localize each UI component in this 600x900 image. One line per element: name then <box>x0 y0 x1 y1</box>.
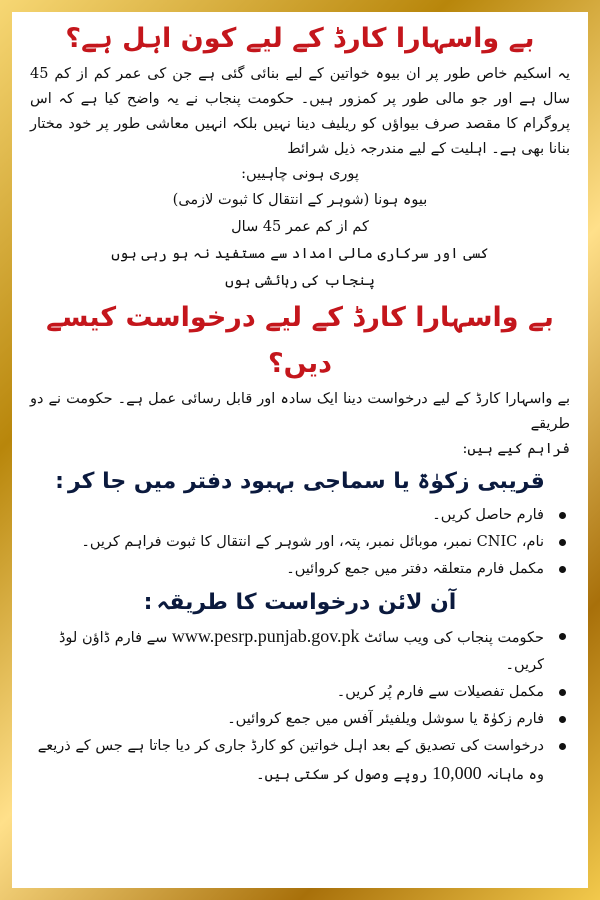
list-item-text: مکمل تفصیلات سے فارم پُر کریں۔ <box>336 684 544 700</box>
criteria-list <box>30 187 570 295</box>
apply-intro: بے واسہارا کارڈ کے لیے درخواست دینا ایک سادہ اور قابل رسائی عمل ہے۔ حکومت نے دو طریقے <box>30 391 570 432</box>
eligibility-intro-end: پوری ہونی چاہییں: <box>241 166 359 182</box>
criteria-item: کم از کم عمر 45 سال <box>231 219 369 235</box>
bullet-icon <box>559 633 566 640</box>
list-item <box>30 706 570 733</box>
list-item-text: فارم زکوٰۃ یا سوشل ویلفیئر آفس میں جمع کروائیں۔ <box>227 711 544 727</box>
criteria-item: کسی اور سرکاری مالی امداد سے مستفید نہ ہو رہی ہوں <box>111 246 489 262</box>
list-item <box>30 623 570 679</box>
bullet-icon <box>559 566 566 573</box>
method1-colon: : <box>55 469 64 494</box>
method2-heading-text: آن لائن درخواست کا طریقہ <box>156 590 457 615</box>
document-page <box>12 12 588 888</box>
criteria-item: پنجاب کی رہائشی ہوں <box>225 273 375 289</box>
list-item <box>30 556 570 583</box>
website-url[interactable]: www.pesrp.punjab.gov.pk <box>171 626 360 646</box>
apply-title: بے واسہارا کارڈ کے لیے درخواست کیسے دیں؟ <box>46 302 554 379</box>
bullet-icon <box>559 743 566 750</box>
list-item-text: حکومت پنجاب کی ویب سائٹ <box>364 630 544 646</box>
list-item-text: روپے وصول کر سکتی ہیں۔ <box>256 767 428 783</box>
method1-heading <box>30 462 570 502</box>
method2-colon: : <box>143 590 153 615</box>
list-item-text: فارم حاصل کریں۔ <box>432 507 544 523</box>
amount-value: 10,000 <box>432 763 482 783</box>
list-item-text: نام، CNIC نمبر، موبائل نمبر، پتہ، اور شوہر کے انتقال کا ثبوت فراہم کریں۔ <box>81 534 544 550</box>
method1-list <box>30 502 570 583</box>
bullet-icon <box>559 689 566 696</box>
eligibility-title: بے واسہارا کارڈ کے لیے کون اہل ہے؟ <box>65 23 535 54</box>
bullet-icon <box>559 716 566 723</box>
method2-list <box>30 623 570 789</box>
list-item-text: درخواست کی تصدیق کے بعد اہل خواتین کو کارڈ جاری کر دیا جاتا ہے جس کے ذریعے وہ ماہانہ <box>37 738 544 783</box>
list-item-text: سے فارم ڈاؤن لوڈ کریں۔ <box>58 630 544 673</box>
method2-heading <box>30 583 570 623</box>
list-item <box>30 529 570 556</box>
criteria-item: بیوہ ہونا (شوہر کے انتقال کا ثبوت لازمی) <box>172 192 428 208</box>
list-item <box>30 733 570 789</box>
eligibility-intro: یہ اسکیم خاص طور پر ان بیوہ خواتین کے لیے بنائی گئی ہے جن کی عمر کم از کم 45 سال ہے اور جو مالی طور پر کمزور ہیں۔ حکومت پنجاب نے یہ واضح کیا ہے کہ اس پروگرام کا مقصد صرف بیواؤں کو ریلیف دینا نہیں بلکہ انہیں معاشی طور پر خود مختار بنانا بھی ہے۔ اہلیت کے لیے مندرجہ ذیل شرائط <box>30 66 570 157</box>
list-item-text: مکمل فارم متعلقہ دفتر میں جمع کروائیں۔ <box>286 561 544 577</box>
bullet-icon <box>559 512 566 519</box>
apply-intro-end: فراہم کیے ہیں: <box>462 441 570 457</box>
list-item <box>30 502 570 529</box>
list-item <box>30 679 570 706</box>
method1-heading-text: قریبی زکوٰۃ یا سماجی بہبود دفتر میں جا کر <box>67 469 545 494</box>
bullet-icon <box>559 539 566 546</box>
